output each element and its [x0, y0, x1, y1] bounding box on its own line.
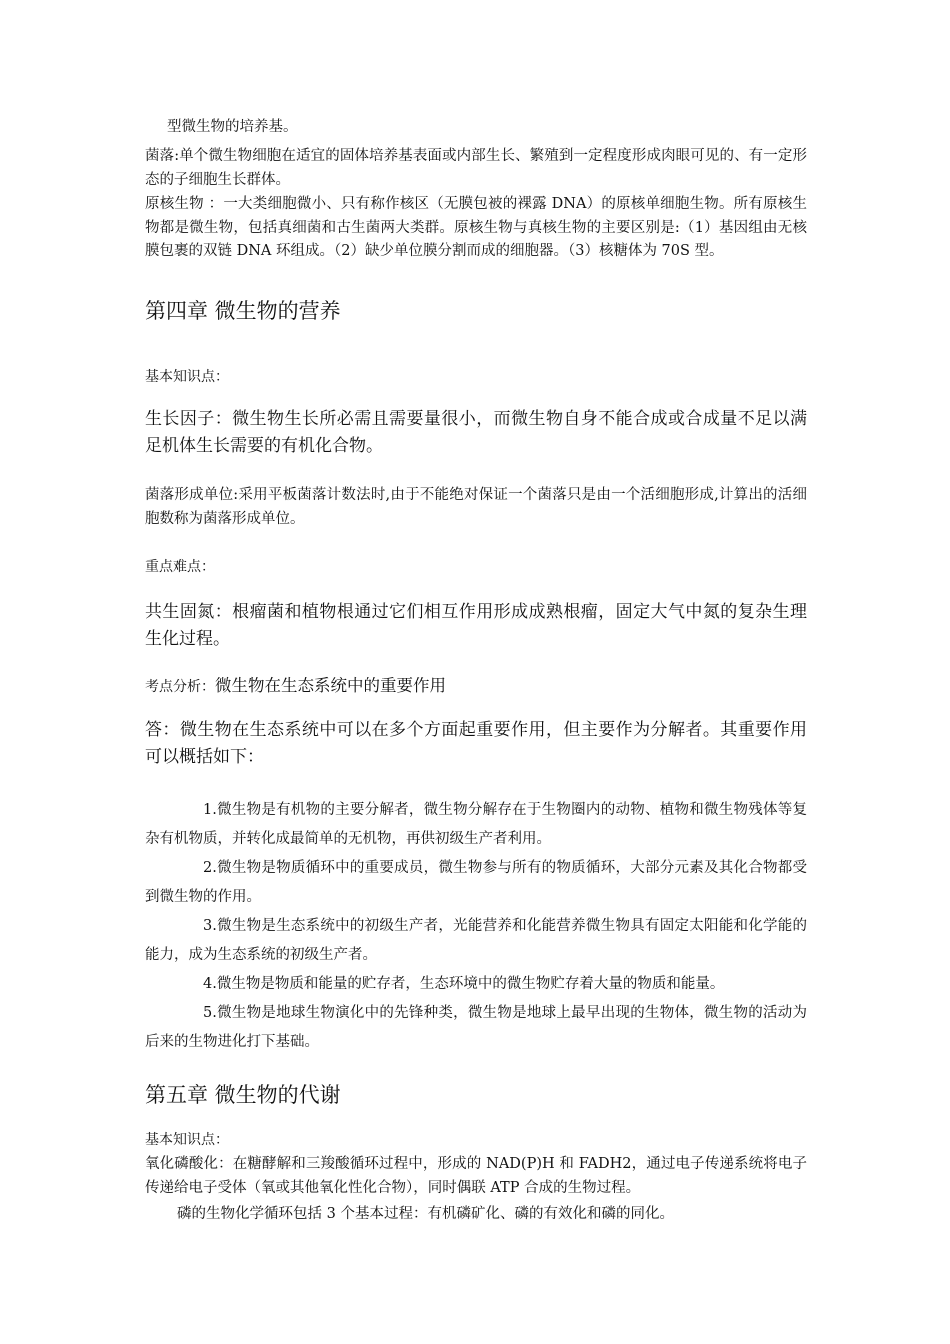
- list-item: 4.微生物是物质和能量的贮存者，生态环境中的微生物贮存着大量的物质和能量。: [203, 976, 725, 992]
- key-points-label: 重点难点：: [145, 559, 215, 575]
- basic-knowledge-label-ch5: 基本知识点：: [145, 1132, 229, 1148]
- list-item: 3.微生物是生态系统中的初级生产者，光能营养和化能营养微生物具有固定太阳能和化学能的能力，成为生态系统的初级生产者。: [145, 918, 807, 963]
- paragraph-answer-intro: 答：微生物在生态系统中可以在多个方面起重要作用，但主要作为分解者。其重要作用可以概括如下：: [145, 720, 807, 767]
- paragraph-medium-continuation: 型微生物的培养基。: [167, 119, 298, 135]
- exam-analysis-line: [145, 673, 807, 700]
- list-item: 5.微生物是地球生物演化中的先锋种类，微生物是地球上最早出现的生物体，微生物的活动为后来的生物进化打下基础。: [145, 1005, 807, 1050]
- exam-analysis-label: 考点分析：: [145, 679, 215, 695]
- chapter-4-heading: 第四章 微生物的营养: [145, 299, 341, 323]
- chapter-5-heading: 第五章 微生物的代谢: [145, 1083, 341, 1107]
- paragraph-colony-definition: 菌落:单个微生物细胞在适宜的固体培养基表面或内部生长、繁殖到一定程度形成肉眼可见的、有一定形态的子细胞生长群体。: [145, 148, 807, 188]
- paragraph-oxidative-phosphorylation: 氧化磷酸化：在糖酵解和三羧酸循环过程中，形成的 NAD(P)H 和 FADH2，通过电子传递系统将电子传递给电子受体（氧或其他氧化性化合物），同时偶联 ATP 合成的生物过程。: [145, 1156, 807, 1196]
- paragraph-phosphorus-cycle: 磷的生物化学循环包括 3 个基本过程：有机磷矿化、磷的有效化和磷的同化。: [177, 1206, 674, 1222]
- paragraph-growth-factor: 生长因子：微生物生长所必需且需要量很小，而微生物自身不能合成或合成量不足以满足机体生长需要的有机化合物。: [145, 409, 807, 456]
- paragraph-prokaryote-definition: 原核生物 ：一大类细胞微小、只有称作核区（无膜包被的裸露 DNA）的原核单细胞生物。所有原核生物都是微生物，包括真细菌和古生菌两大类群。原核生物与真核生物的主要区别是:（1）基因组由无核膜包裹的双链 DNA 环组成。（2）缺少单位膜分割而成的细胞器。（3）核糖体为 70S 型。: [145, 196, 807, 259]
- exam-analysis-topic: 微生物在生态系统中的重要作用: [215, 676, 446, 695]
- list-item: 2.微生物是物质循环中的重要成员，微生物参与所有的物质循环，大部分元素及其化合物都受到微生物的作用。: [145, 860, 807, 905]
- answer-list: [145, 796, 807, 1057]
- paragraph-symbiotic-nitrogen-fixation: 共生固氮：根瘤菌和植物根通过它们相互作用形成成熟根瘤，固定大气中氮的复杂生理生化过程。: [145, 602, 807, 649]
- list-item: 1.微生物是有机物的主要分解者，微生物分解存在于生物圈内的动物、植物和微生物残体等复杂有机物质，并转化成最简单的无机物，再供初级生产者利用。: [145, 802, 807, 847]
- basic-knowledge-label-ch4: 基本知识点：: [145, 369, 229, 385]
- paragraph-colony-forming-unit: 菌落形成单位:采用平板菌落计数法时,由于不能绝对保证一个菌落只是由一个活细胞形成,计算出的活细胞数称为菌落形成单位。: [145, 487, 807, 527]
